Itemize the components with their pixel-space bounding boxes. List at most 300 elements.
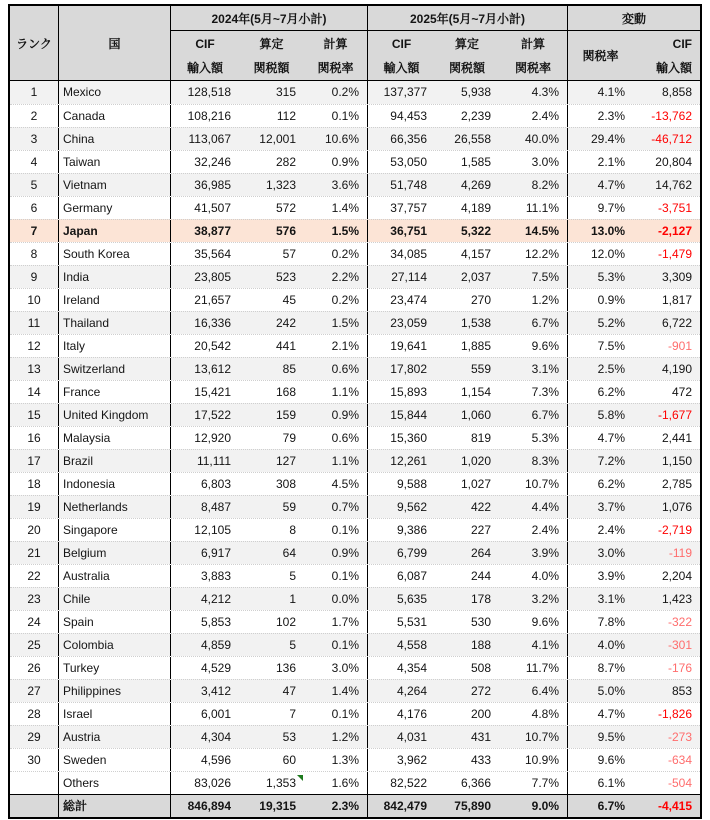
duty-2025-cell: 264 [470, 546, 491, 560]
cif-2025-cell: 4,031 [367, 726, 435, 748]
duty-2024-cell: 53 [282, 730, 296, 744]
cif-2024-cell: 13,612 [170, 358, 239, 380]
rate-2025-cell: 6.7% [531, 316, 559, 330]
country-cell: 総計 [58, 795, 170, 817]
cif-2024-cell: 3,883 [170, 565, 239, 587]
rate-2025-cell: 8.3% [531, 454, 559, 468]
duty-2024-cell: 136 [275, 661, 296, 675]
rate-2024-cell: 1.7% [331, 615, 359, 629]
rank-cell: 26 [27, 661, 41, 675]
rank-cell: 17 [27, 454, 41, 468]
change-cif-cell: 2,785 [661, 477, 692, 491]
rank-cell: 3 [30, 132, 38, 146]
rank-cell: 20 [27, 523, 41, 537]
change-rate-cell: 4.1% [567, 81, 633, 104]
duty-2024-cell: 102 [275, 615, 296, 629]
duty-2024-cell: 79 [282, 431, 296, 445]
change-rate-cell: 4.7% [567, 427, 633, 449]
rate-2024-cell: 1.4% [331, 201, 359, 215]
cif-2025-cell: 9,562 [367, 496, 435, 518]
rate-2024-cell: 3.0% [331, 661, 359, 675]
change-rate-cell: 6.2% [567, 381, 633, 403]
cif-2025-cell: 4,264 [367, 680, 435, 702]
rate-2024-cell: 0.7% [331, 500, 359, 514]
duty-2025-cell: 6,366 [460, 776, 491, 790]
table-row [10, 587, 700, 610]
change-cif-cell: -1,677 [657, 408, 692, 422]
header-duty-2024 [239, 30, 304, 80]
country-cell: Italy [58, 335, 170, 357]
change-rate-cell: 4.7% [567, 703, 633, 725]
rate-2025-cell: 9.6% [531, 615, 559, 629]
change-cif-cell: -322 [667, 615, 692, 629]
table-row [10, 104, 700, 127]
cif-2025-cell: 53,050 [367, 151, 435, 173]
rate-2024-cell: 4.5% [331, 477, 359, 491]
rate-2025-cell: 3.0% [531, 155, 559, 169]
duty-2024-cell: 57 [282, 247, 296, 261]
rank-cell: 9 [30, 270, 38, 284]
change-cif-cell: 8,858 [661, 85, 692, 99]
cif-2025-cell: 5,531 [367, 611, 435, 633]
rate-2025-cell: 11.1% [525, 201, 559, 215]
duty-2025-cell: 508 [470, 661, 491, 675]
change-cif-cell: -3,751 [657, 201, 692, 215]
cif-2024-cell: 20,542 [170, 335, 239, 357]
cif-2024-cell: 21,657 [170, 289, 239, 311]
rate-2024-cell: 0.0% [331, 592, 359, 606]
change-cif-cell: -1,826 [657, 707, 692, 721]
cif-2025-cell: 15,893 [367, 381, 435, 403]
cif-2024-cell: 12,105 [170, 519, 239, 541]
cif-2025-cell: 6,087 [367, 565, 435, 587]
rank-cell: 29 [27, 730, 41, 744]
duty-2025-cell: 200 [470, 707, 491, 721]
rank-cell: 18 [27, 477, 41, 491]
table-row [10, 610, 700, 633]
duty-2025-cell: 75,890 [454, 799, 491, 813]
cif-2025-cell: 4,558 [367, 634, 435, 656]
duty-2025-cell: 819 [470, 431, 491, 445]
duty-2024-cell: 523 [275, 270, 296, 284]
duty-2024-cell: 168 [275, 385, 296, 399]
cif-2025-cell: 36,751 [367, 220, 435, 242]
rate-2024-cell: 1.3% [331, 753, 359, 767]
change-rate-cell: 7.2% [567, 450, 633, 472]
duty-2025-cell: 422 [470, 500, 491, 514]
rate-2024-cell: 1.5% [331, 224, 359, 238]
country-cell: Mexico [58, 81, 170, 104]
rate-2024-cell: 1.1% [331, 454, 359, 468]
header-rank: ランク [16, 36, 52, 51]
cif-2025-cell: 6,799 [367, 542, 435, 564]
duty-2025-cell: 270 [470, 293, 491, 307]
change-rate-cell: 5.8% [567, 404, 633, 426]
duty-2025-cell: 1,027 [460, 477, 491, 491]
change-cif-cell: 1,150 [661, 454, 692, 468]
duty-2025-cell: 1,020 [460, 454, 491, 468]
rank-cell: 13 [27, 362, 41, 376]
rate-2025-cell: 7.7% [531, 776, 559, 790]
rank-cell: 6 [30, 201, 38, 215]
cif-2024-cell: 17,522 [170, 404, 239, 426]
change-cif-cell: -2,127 [657, 224, 692, 238]
rate-2025-cell: 4.4% [531, 500, 559, 514]
duty-2024-cell: 308 [275, 477, 296, 491]
table-row [10, 633, 700, 656]
header-duty-line2: 関税額 [448, 61, 485, 75]
country-cell: Australia [58, 565, 170, 587]
cif-2024-cell: 3,412 [170, 680, 239, 702]
change-rate-cell: 29.4% [567, 128, 633, 150]
change-cif-cell: 2,204 [661, 569, 692, 583]
duty-2025-cell: 5,322 [460, 224, 491, 238]
cif-2025-cell: 12,261 [367, 450, 435, 472]
country-cell: Others [58, 772, 170, 794]
change-rate-cell: 3.0% [567, 542, 633, 564]
country-cell: Belgium [58, 542, 170, 564]
change-rate-cell: 4.0% [567, 634, 633, 656]
table-row [10, 219, 700, 242]
cif-2024-cell: 4,304 [170, 726, 239, 748]
rate-2025-cell: 4.1% [531, 638, 559, 652]
header-cif-line1: CIF [195, 37, 215, 51]
duty-2025-cell: 530 [470, 615, 491, 629]
change-rate-cell: 2.4% [567, 519, 633, 541]
table-row [10, 656, 700, 679]
country-cell: Japan [58, 220, 170, 242]
cif-2025-cell: 15,360 [367, 427, 435, 449]
change-cif-cell: -634 [667, 753, 692, 767]
table-row [10, 196, 700, 219]
header-group-change: 変動 [567, 6, 700, 30]
rank-cell: 12 [27, 339, 41, 353]
change-cif-cell: 1,076 [661, 500, 692, 514]
change-rate-cell: 6.1% [567, 772, 633, 794]
duty-2024-cell: 572 [275, 201, 296, 215]
change-rate-cell: 5.2% [567, 312, 633, 334]
cif-2025-cell: 23,059 [367, 312, 435, 334]
duty-2024-cell: 5 [289, 569, 296, 583]
rate-2024-cell: 0.9% [331, 408, 359, 422]
cif-2025-cell: 34,085 [367, 243, 435, 265]
table-row [10, 472, 700, 495]
country-cell: Canada [58, 105, 170, 127]
cif-2025-cell: 37,757 [367, 197, 435, 219]
change-rate-cell: 6.7% [567, 795, 633, 817]
header-cif-2024 [170, 30, 239, 80]
cif-2025-cell: 4,176 [367, 703, 435, 725]
rate-2025-cell: 2.4% [531, 523, 559, 537]
table-row [10, 311, 700, 334]
duty-2024-cell: 315 [275, 85, 296, 99]
cif-2024-cell: 83,026 [170, 772, 239, 794]
table-row [10, 541, 700, 564]
cif-2025-cell: 9,588 [367, 473, 435, 495]
rate-2025-cell: 3.9% [531, 546, 559, 560]
rate-2025-cell: 11.7% [525, 661, 559, 675]
cif-2025-cell: 19,641 [367, 335, 435, 357]
header-cif-line2: 輸入額 [655, 61, 692, 75]
cif-2024-cell: 846,894 [170, 795, 239, 817]
change-rate-cell: 2.5% [567, 358, 633, 380]
rate-2025-cell: 6.4% [531, 684, 559, 698]
rate-2025-cell: 9.6% [531, 339, 559, 353]
rate-2025-cell: 9.0% [531, 799, 559, 813]
rank-cell: 10 [27, 293, 41, 307]
cif-2025-cell: 23,474 [367, 289, 435, 311]
table-total-row [10, 794, 700, 817]
table-header [10, 6, 700, 81]
table-row [10, 748, 700, 771]
table-row [10, 334, 700, 357]
rate-2025-cell: 40.0% [524, 132, 559, 146]
change-cif-cell: 4,190 [661, 362, 692, 376]
rate-2025-cell: 7.5% [531, 270, 559, 284]
cif-2024-cell: 128,518 [170, 81, 239, 104]
duty-2025-cell: 178 [470, 592, 491, 606]
change-rate-cell: 3.7% [567, 496, 633, 518]
change-rate-cell: 9.6% [567, 749, 633, 771]
duty-2024-cell: 47 [282, 684, 296, 698]
cif-2025-cell: 5,635 [367, 588, 435, 610]
rate-2024-cell: 0.1% [331, 523, 359, 537]
table-row [10, 357, 700, 380]
cif-2024-cell: 4,212 [170, 588, 239, 610]
change-cif-cell: -13,762 [651, 109, 692, 123]
rank-cell: 11 [27, 316, 41, 330]
cif-2025-cell: 137,377 [367, 81, 435, 104]
change-cif-cell: 1,423 [661, 592, 692, 606]
rate-2024-cell: 1.2% [331, 730, 359, 744]
rate-2024-cell: 0.1% [331, 707, 359, 721]
rank-cell: 22 [27, 569, 41, 583]
change-cif-cell: -119 [668, 546, 692, 560]
cif-2024-cell: 6,917 [170, 542, 239, 564]
change-cif-cell: -46,712 [651, 132, 692, 146]
change-rate-cell: 5.0% [567, 680, 633, 702]
rate-2025-cell: 10.7% [524, 730, 559, 744]
cif-2025-cell: 94,453 [367, 105, 435, 127]
rate-2024-cell: 0.6% [331, 431, 359, 445]
duty-2025-cell: 431 [470, 730, 491, 744]
tariff-comparison-table [8, 4, 702, 819]
duty-2025-cell: 1,538 [460, 316, 491, 330]
table-row [10, 173, 700, 196]
duty-2024-cell: 1,323 [265, 178, 296, 192]
duty-2024-cell: 127 [275, 454, 296, 468]
change-rate-cell: 7.8% [567, 611, 633, 633]
header-rate-line2: 関税率 [317, 61, 354, 75]
rate-2025-cell: 1.2% [531, 293, 559, 307]
country-cell: India [58, 266, 170, 288]
change-cif-cell: 853 [671, 684, 692, 698]
rank-cell: 24 [27, 615, 41, 629]
header-duty-line1: 算定 [259, 37, 284, 51]
duty-2025-cell: 1,154 [460, 385, 491, 399]
country-cell: China [58, 128, 170, 150]
cif-2024-cell: 35,564 [170, 243, 239, 265]
header-cif-2025 [367, 30, 435, 80]
header-group-2025: 2025年(5月~7月小計) [367, 6, 567, 30]
change-rate-cell: 3.1% [567, 588, 633, 610]
country-cell: United Kingdom [58, 404, 170, 426]
duty-2025-cell: 5,938 [460, 85, 491, 99]
duty-2025-cell: 4,157 [460, 247, 491, 261]
country-cell: Chile [58, 588, 170, 610]
duty-2024-cell: 12,001 [259, 132, 296, 146]
rate-2025-cell: 6.7% [531, 408, 559, 422]
duty-2024-cell: 242 [275, 316, 296, 330]
rate-2025-cell: 3.1% [531, 362, 559, 376]
duty-2024-cell: 576 [275, 224, 296, 238]
table-body [10, 81, 700, 817]
country-cell: Spain [58, 611, 170, 633]
header-change-cif [633, 30, 700, 80]
rank-cell: 25 [27, 638, 41, 652]
change-rate-cell: 0.9% [567, 289, 633, 311]
country-cell: Singapore [58, 519, 170, 541]
change-rate-cell: 7.5% [567, 335, 633, 357]
change-cif-cell: -504 [667, 776, 692, 790]
country-cell: Germany [58, 197, 170, 219]
rank-cell: 16 [27, 431, 41, 445]
duty-2024-cell: 1,353 [239, 772, 304, 794]
rate-2024-cell: 0.2% [331, 293, 359, 307]
duty-2024-cell: 159 [275, 408, 296, 422]
rate-2024-cell: 0.9% [331, 155, 359, 169]
country-cell: Switzerland [58, 358, 170, 380]
rank-cell: 19 [27, 500, 41, 514]
change-cif-cell: -901 [667, 339, 692, 353]
duty-2025-cell: 433 [470, 753, 491, 767]
country-cell: Philippines [58, 680, 170, 702]
header-rate-line2: 関税率 [514, 61, 551, 75]
duty-2024-cell: 441 [275, 339, 296, 353]
header-duty-line2: 関税額 [253, 61, 290, 75]
rate-2025-cell: 10.7% [524, 477, 559, 491]
country-cell: Ireland [58, 289, 170, 311]
table-row [10, 242, 700, 265]
country-cell: South Korea [58, 243, 170, 265]
rate-2025-cell: 4.0% [531, 569, 559, 583]
table-row [10, 449, 700, 472]
header-cif-line1: CIF [672, 37, 692, 51]
duty-2025-cell: 1,885 [460, 339, 491, 353]
table-row [10, 380, 700, 403]
rate-2025-cell: 4.3% [531, 85, 559, 99]
cif-2024-cell: 36,985 [170, 174, 239, 196]
rate-2025-cell: 5.3% [531, 431, 559, 445]
table-row [10, 81, 700, 104]
rate-2025-cell: 4.8% [531, 707, 559, 721]
duty-2024-cell: 7 [289, 707, 296, 721]
rank-cell: 2 [30, 109, 38, 123]
country-cell: Colombia [58, 634, 170, 656]
table-row [10, 725, 700, 748]
rate-2024-cell: 0.6% [331, 362, 359, 376]
rate-2024-cell: 0.1% [331, 109, 359, 123]
rate-2025-cell: 2.4% [531, 109, 559, 123]
country-cell: Malaysia [58, 427, 170, 449]
header-cif-line2: 輸入額 [383, 61, 420, 75]
change-rate-cell: 12.0% [567, 243, 633, 265]
cif-2024-cell: 15,421 [170, 381, 239, 403]
cif-2024-cell: 5,853 [170, 611, 239, 633]
cif-2024-cell: 32,246 [170, 151, 239, 173]
table-row [10, 495, 700, 518]
duty-2024-cell: 60 [282, 753, 296, 767]
rank-cell: 27 [27, 684, 41, 698]
country-cell: Turkey [58, 657, 170, 679]
duty-2024-cell: 1 [289, 592, 296, 606]
cif-2025-cell: 82,522 [367, 772, 435, 794]
country-cell: Brazil [58, 450, 170, 472]
duty-2024-cell: 45 [282, 293, 296, 307]
rate-2024-cell: 0.1% [331, 638, 359, 652]
cif-2024-cell: 16,336 [170, 312, 239, 334]
change-rate-cell: 6.2% [567, 473, 633, 495]
table-row [10, 288, 700, 311]
cif-2024-cell: 4,596 [170, 749, 239, 771]
change-rate-cell: 4.7% [567, 174, 633, 196]
rank-cell: 1 [30, 85, 38, 99]
change-cif-cell: 1,817 [661, 293, 692, 307]
cell-note-marker [297, 775, 303, 781]
change-rate-cell: 9.5% [567, 726, 633, 748]
country-cell: Indonesia [58, 473, 170, 495]
cif-2025-cell: 66,356 [367, 128, 435, 150]
duty-2025-cell: 559 [470, 362, 491, 376]
duty-2025-cell: 188 [470, 638, 491, 652]
table-row [10, 771, 700, 794]
rate-2025-cell: 3.2% [531, 592, 559, 606]
cif-2024-cell: 4,859 [170, 634, 239, 656]
duty-2024-cell: 8 [289, 523, 296, 537]
rate-2024-cell: 2.3% [331, 799, 359, 813]
table-row [10, 265, 700, 288]
change-cif-cell: -176 [667, 661, 692, 675]
cif-2024-cell: 4,529 [170, 657, 239, 679]
duty-2024-cell: 64 [282, 546, 296, 560]
duty-2025-cell: 244 [470, 569, 491, 583]
cif-2025-cell: 27,114 [367, 266, 435, 288]
country-cell: Israel [58, 703, 170, 725]
change-cif-cell: 6,722 [661, 316, 692, 330]
table-row [10, 150, 700, 173]
duty-2025-cell: 1,060 [460, 408, 491, 422]
change-cif-cell: -4,415 [657, 799, 692, 813]
country-cell: Austria [58, 726, 170, 748]
rate-2025-cell: 7.3% [531, 385, 559, 399]
rate-2024-cell: 0.9% [331, 546, 359, 560]
cif-2024-cell: 6,001 [170, 703, 239, 725]
change-rate-cell: 2.1% [567, 151, 633, 173]
rate-2025-cell: 12.2% [524, 247, 559, 261]
duty-2024-cell: 59 [282, 500, 296, 514]
rate-2025-cell: 14.5% [524, 224, 559, 238]
header-duty-line1: 算定 [454, 37, 479, 51]
rank-cell [10, 772, 58, 794]
cif-2025-cell: 9,386 [367, 519, 435, 541]
change-rate-cell: 8.7% [567, 657, 633, 679]
cif-2025-cell: 51,748 [367, 174, 435, 196]
duty-2025-cell: 2,037 [460, 270, 491, 284]
rank-cell: 28 [27, 707, 41, 721]
change-cif-cell: -301 [667, 638, 692, 652]
rank-cell: 7 [30, 224, 38, 238]
change-cif-cell: -273 [667, 730, 692, 744]
